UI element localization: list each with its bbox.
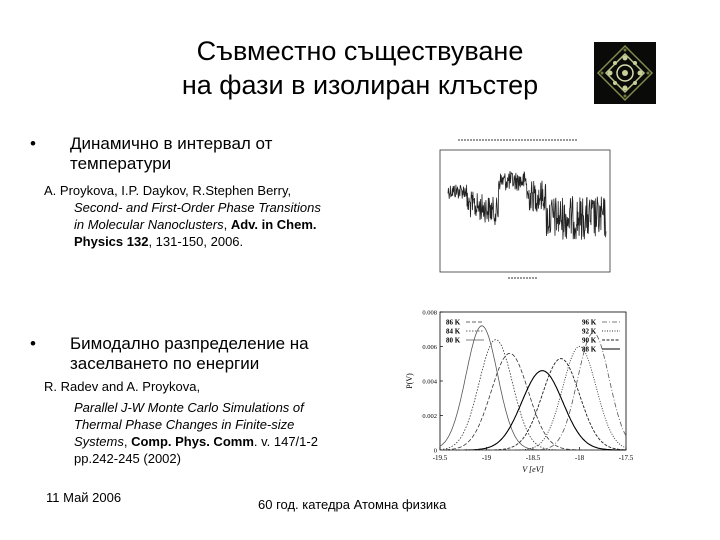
bullet-1-text bbox=[40, 134, 272, 174]
ref2-volume: . v. 147/1-2 bbox=[253, 434, 318, 449]
reference-2 bbox=[44, 378, 374, 467]
reference-1 bbox=[44, 182, 374, 250]
ref1-pages: , 131-150, 2006. bbox=[148, 234, 244, 249]
ornamental-cluster-image bbox=[594, 42, 656, 104]
ref1-journal-volume: Physics 132 bbox=[74, 234, 149, 249]
bullet-1-marker: • bbox=[30, 134, 36, 153]
legend-label: 88 K bbox=[582, 345, 597, 354]
y-tick-label: 0.006 bbox=[422, 344, 437, 351]
ref1-title-line-2: in Molecular Nanoclusters bbox=[74, 217, 224, 232]
y-tick-label: 0.002 bbox=[422, 413, 437, 420]
ref1-journal: Adv. in Chem. bbox=[230, 217, 317, 232]
ref2-title-line-2: Thermal Phase Changes in Finite-size bbox=[74, 417, 295, 432]
bullet-1-line-2: температури bbox=[70, 154, 172, 173]
y-tick-label: 0.008 bbox=[422, 309, 437, 317]
slide-title bbox=[120, 34, 600, 102]
x-tick-label: -18.5 bbox=[525, 454, 541, 462]
x-axis-label: V [eV] bbox=[522, 465, 544, 474]
legend-label: 92 K bbox=[582, 327, 597, 336]
bullet-2-line-2: заселването по енергии bbox=[70, 354, 260, 373]
ref2-title-line-3: Systems bbox=[74, 434, 124, 449]
ref1-separator: , bbox=[223, 217, 231, 232]
footer-date: 11 Май 2006 bbox=[46, 490, 122, 505]
legend-label: 84 K bbox=[446, 327, 461, 336]
x-tick-label: -17.5 bbox=[618, 454, 634, 462]
bullet-2 bbox=[0, 334, 309, 374]
ref2-separator: , bbox=[123, 434, 132, 449]
x-tick-label: -19.5 bbox=[432, 454, 448, 462]
ref1-title-line-1: Second- and First-Order Phase Transitions bbox=[74, 200, 321, 215]
time-series-chart bbox=[428, 136, 616, 290]
x-tick-label: -19 bbox=[481, 454, 492, 462]
y-tick-label: 0 bbox=[433, 447, 437, 455]
ref2-journal: Comp. Phys. Comm bbox=[131, 434, 254, 449]
ref1-line-2 bbox=[44, 216, 374, 233]
x-tick-label: -18 bbox=[574, 454, 585, 462]
bullet-1-line-1: Динамично в интервал от bbox=[70, 134, 273, 153]
title-line-1: Съвместно съществуване bbox=[196, 36, 524, 66]
ref1-authors: A. Proykova, I.P. Daykov, R.Stephen Berry, bbox=[44, 183, 292, 198]
bullet-1 bbox=[0, 134, 272, 174]
bullet-2-text bbox=[40, 334, 309, 374]
bullet-2-marker: • bbox=[30, 334, 36, 353]
legend-label: 80 K bbox=[446, 336, 461, 345]
y-tick-label: 0.004 bbox=[422, 378, 437, 386]
legend-label: 90 K bbox=[582, 336, 597, 345]
energy-distribution-chart bbox=[400, 300, 648, 476]
legend-label: 86 K bbox=[446, 318, 461, 327]
bullet-2-line-1: Бимодално разпределение на bbox=[70, 334, 309, 353]
y-axis-label: P(V) bbox=[405, 373, 414, 389]
ref2-authors: R. Radev and A. Proykova, bbox=[44, 379, 201, 394]
footer-center: 60 год. катедра Атомна физика bbox=[258, 497, 447, 512]
ref2-title-line-1: Parallel J-W Monte Carlo Simulations of bbox=[74, 400, 304, 415]
legend-label: 96 K bbox=[582, 318, 597, 327]
ref2-line-3 bbox=[44, 433, 374, 450]
ref1-line-3 bbox=[44, 233, 374, 250]
ref2-pages: pp.242-245 (2002) bbox=[74, 451, 181, 466]
title-line-2: на фази в изолиран клъстер bbox=[181, 70, 539, 100]
